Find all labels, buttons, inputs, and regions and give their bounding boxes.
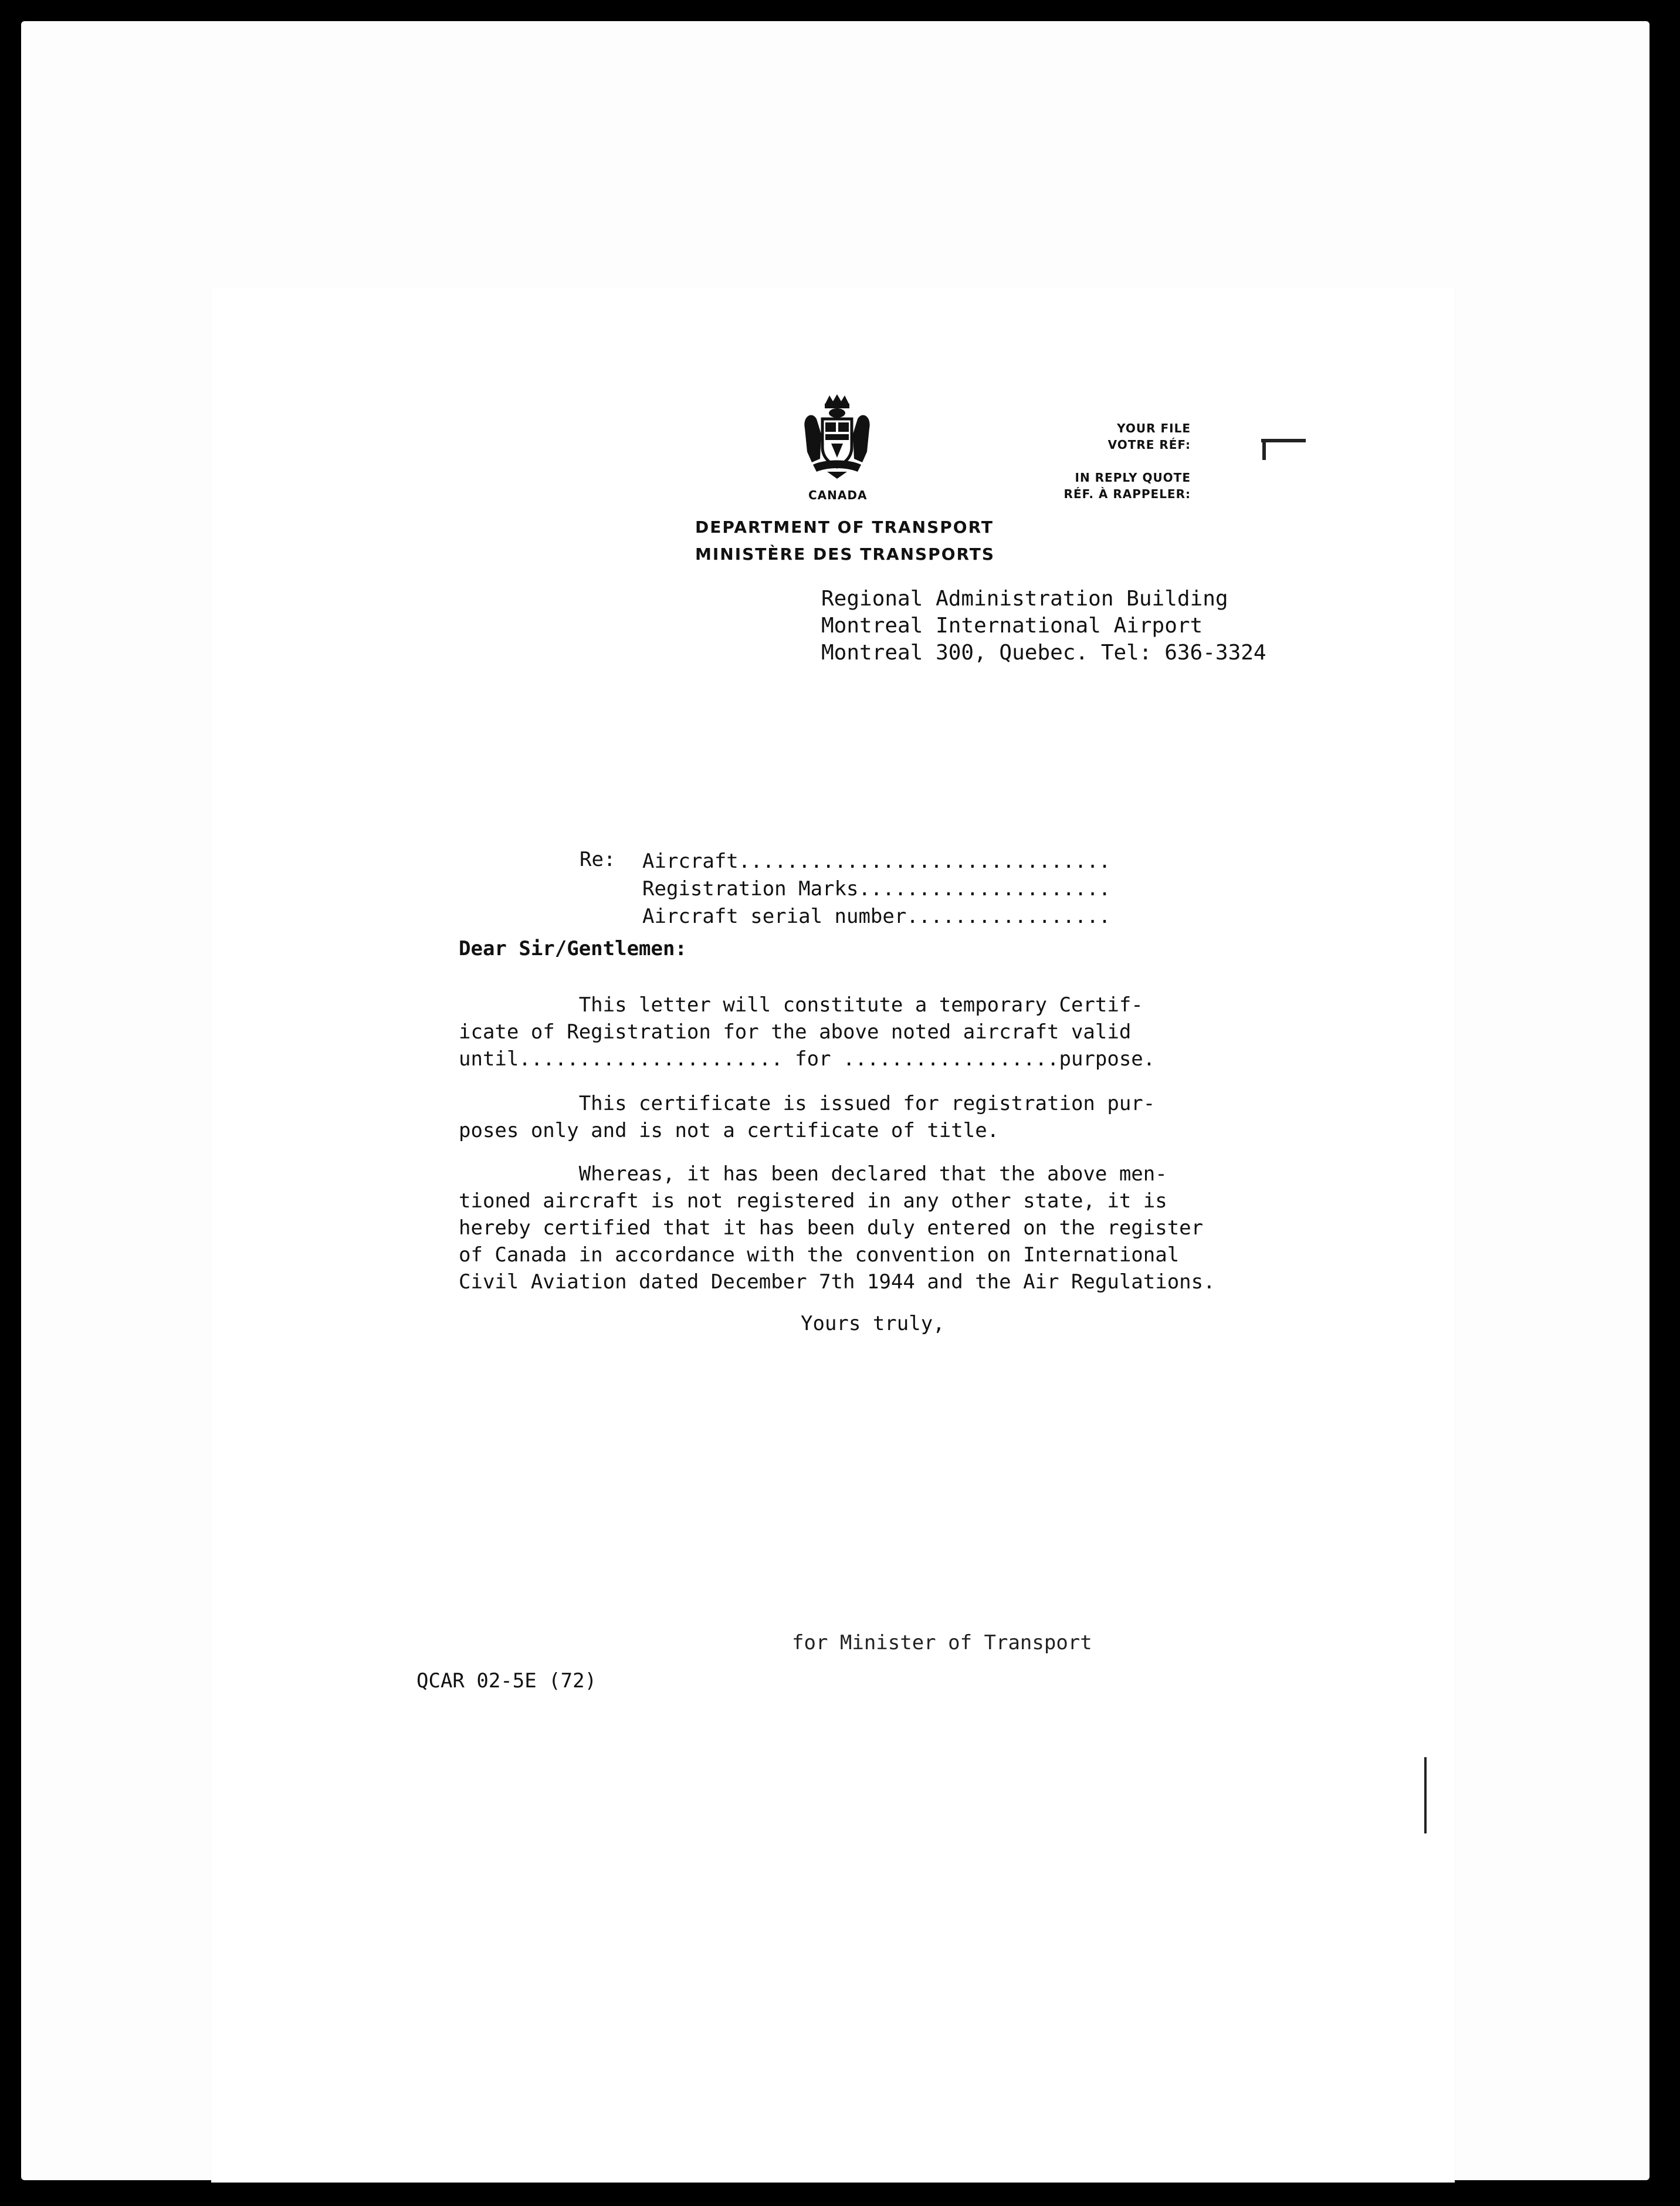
- address-line-2: Montreal International Airport: [821, 614, 1203, 638]
- address-line-1: Regional Administration Building: [821, 587, 1228, 611]
- scan-mark: [1262, 439, 1266, 460]
- salutation: Dear Sir/Gentlemen:: [459, 937, 687, 960]
- reply-quote-en: IN REPLY QUOTE: [1075, 471, 1191, 485]
- department-name-fr: MINISTÈRE DES TRANSPORTS: [695, 544, 995, 564]
- serial-number-line: Aircraft serial number.................: [642, 905, 1111, 928]
- sender-address: [821, 586, 1266, 666]
- reference-block: [1015, 420, 1191, 502]
- department-name-en: DEPARTMENT OF TRANSPORT: [695, 517, 994, 537]
- address-line-3: Montreal 300, Quebec. Tel: 636-3324: [821, 641, 1266, 665]
- registration-marks-line: Registration Marks.....................: [642, 877, 1111, 901]
- re-label: Re:: [580, 848, 616, 871]
- valediction: Yours truly,: [801, 1312, 945, 1335]
- reference-lines: [642, 848, 1110, 931]
- signature-line: for Minister of Transport: [792, 1631, 1092, 1654]
- paragraph-registration-purposes: This certificate is issued for registration pur- poses only and is not a certificate of title.: [459, 1092, 1156, 1142]
- department-name: [695, 514, 995, 568]
- paragraph-temporary-certificate: This letter will constitute a temporary Certif- icate of Registration for the above noted aircraft valid until...................... for ..................purpose.: [459, 993, 1156, 1071]
- form-code: QCAR 02-5E (72): [416, 1669, 597, 1693]
- scan-mark: [1424, 1757, 1427, 1833]
- coat-of-arms-icon: [799, 393, 875, 481]
- your-file-fr: VOTRE RÉF:: [1107, 438, 1191, 452]
- your-file-en: YOUR FILE: [1117, 421, 1191, 435]
- reply-quote-fr: RÉF. À RAPPELER:: [1063, 487, 1191, 501]
- paragraph-certification: Whereas, it has been declared that the above men- tioned aircraft is not registered in any other state, it is hereby certified that it has been duly entered on the register of Canada in accordance with the convention on International Civil Aviation dated December 7th 1944 and the Air Regulations.: [459, 1162, 1215, 1294]
- scan-mark: [1261, 439, 1306, 442]
- aircraft-line: Aircraft...............................: [642, 850, 1111, 873]
- crest-caption: CANADA: [808, 488, 868, 502]
